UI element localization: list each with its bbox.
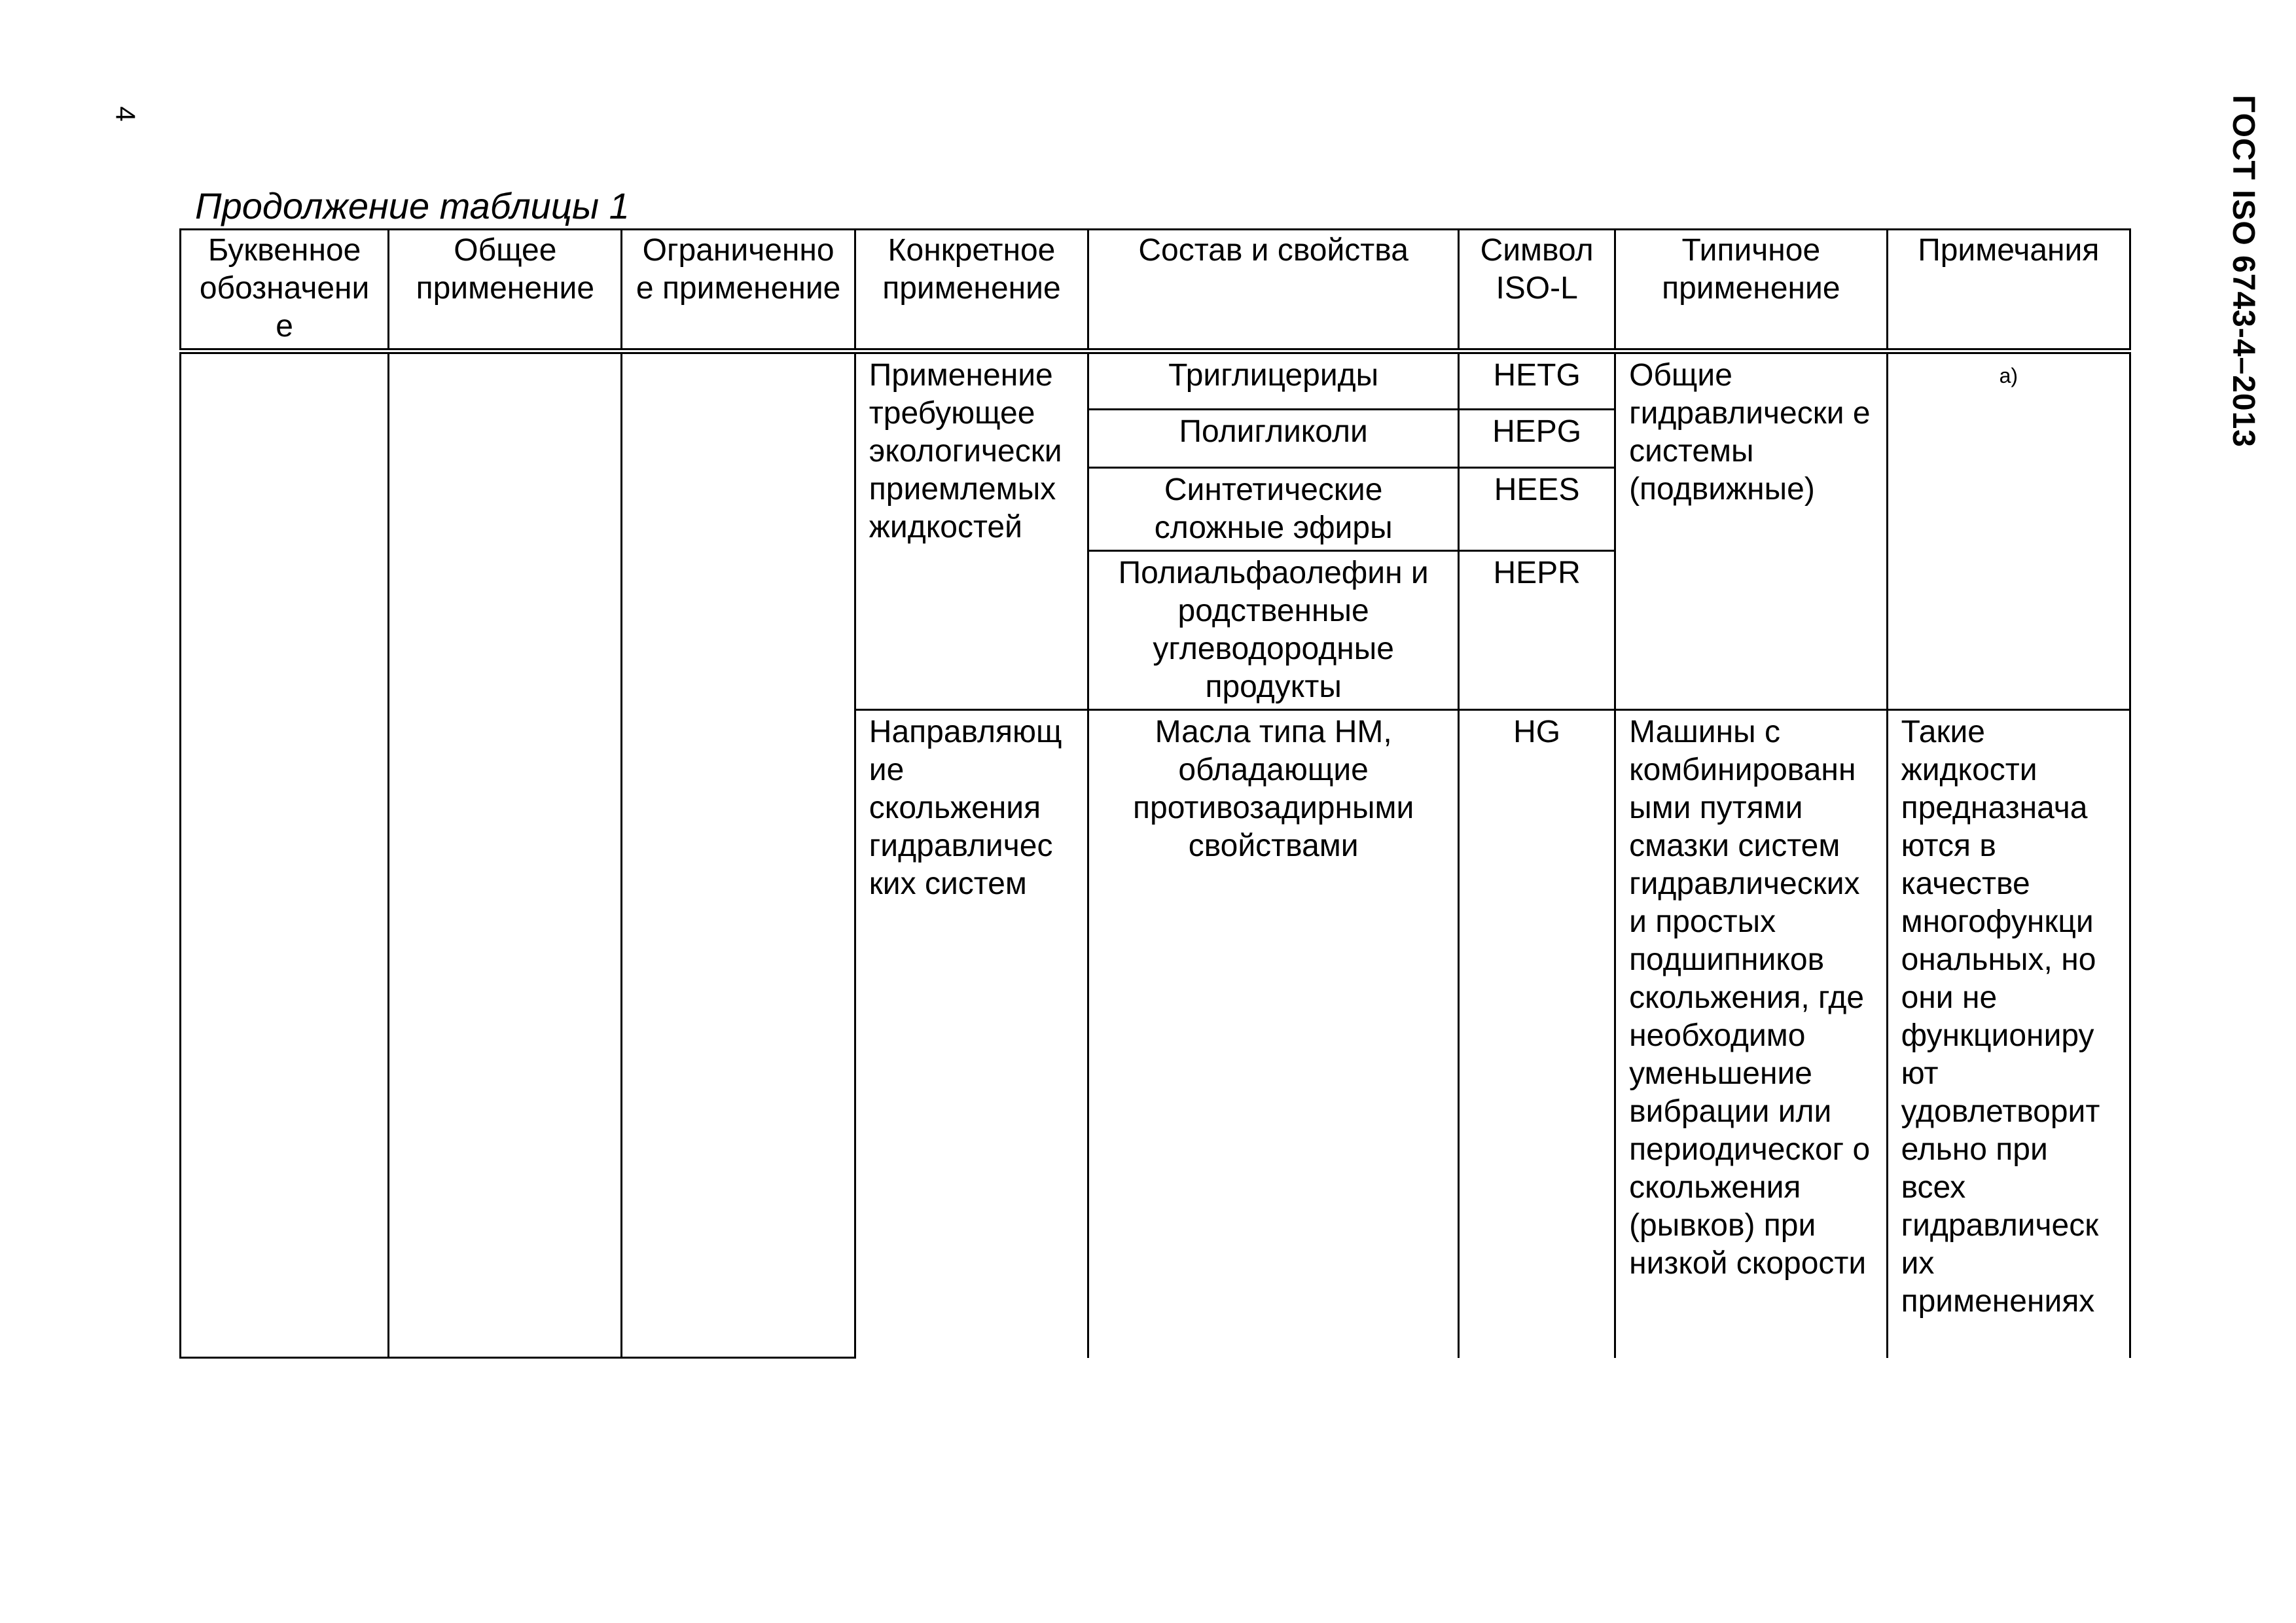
symbol-cell: HEES (1459, 468, 1615, 551)
table-caption: Продолжение таблицы 1 (195, 185, 630, 226)
symbol-cell: HETG (1459, 351, 1615, 410)
restricted-cell (622, 351, 855, 1358)
header-row (181, 230, 2130, 351)
specific-guides-cell: Направляющ ие скольжения гидравличес ких систем (855, 710, 1088, 1358)
header-restricted: Ограниченно е применение (622, 230, 855, 351)
typical-eco-cell: Общие гидравлически е системы (подвижные) (1615, 351, 1888, 710)
header-letter: Буквенное обозначени е (181, 230, 389, 351)
header-composition: Состав и свойства (1088, 230, 1459, 351)
header-typical: Типичное применение (1615, 230, 1888, 351)
composition-cell: Синтетические сложные эфиры (1088, 468, 1459, 551)
symbol-cell: HEPG (1459, 410, 1615, 468)
header-general: Общее применение (389, 230, 622, 351)
classification-table (179, 228, 2131, 1359)
header-symbol: Символ ISO-L (1459, 230, 1615, 351)
general-cell (389, 351, 622, 1358)
letter-cell (181, 351, 389, 1358)
document-code: ГОСТ ISO 6743-4–2013 (2226, 95, 2261, 448)
composition-cell: Триглицериды (1088, 351, 1459, 410)
typical-guides-cell: Машины с комбинированн ыми путями смазки систем гидравлических и простых подшипников скольжения, где необходимо уменьшение вибрации или периодическог о скольжения (рывков) при низкой скорости (1615, 710, 1888, 1358)
header-specific: Конкретное применение (855, 230, 1088, 351)
note-guides-cell: Такие жидкости предназнача ются в качестве многофункци ональных, но они не функциониру ют удовлетворит ельно при всех гидравлическ их применениях (1887, 710, 2130, 1358)
symbol-cell: HEPR (1459, 551, 1615, 710)
header-notes: Примечания (1887, 230, 2130, 351)
note-eco-cell: а) (1887, 351, 2130, 710)
symbol-cell: HG (1459, 710, 1615, 1358)
table-row (181, 351, 2130, 410)
composition-cell: Полигликоли (1088, 410, 1459, 468)
specific-eco-cell: Применение требующее экологически приемлемых жидкостей (855, 351, 1088, 710)
composition-cell: Масла типа HM, обладающие противозадирными свойствами (1088, 710, 1459, 1358)
composition-cell: Полиальфаолефин и родственные углеводородные продукты (1088, 551, 1459, 710)
page-number: 4 (110, 106, 141, 122)
